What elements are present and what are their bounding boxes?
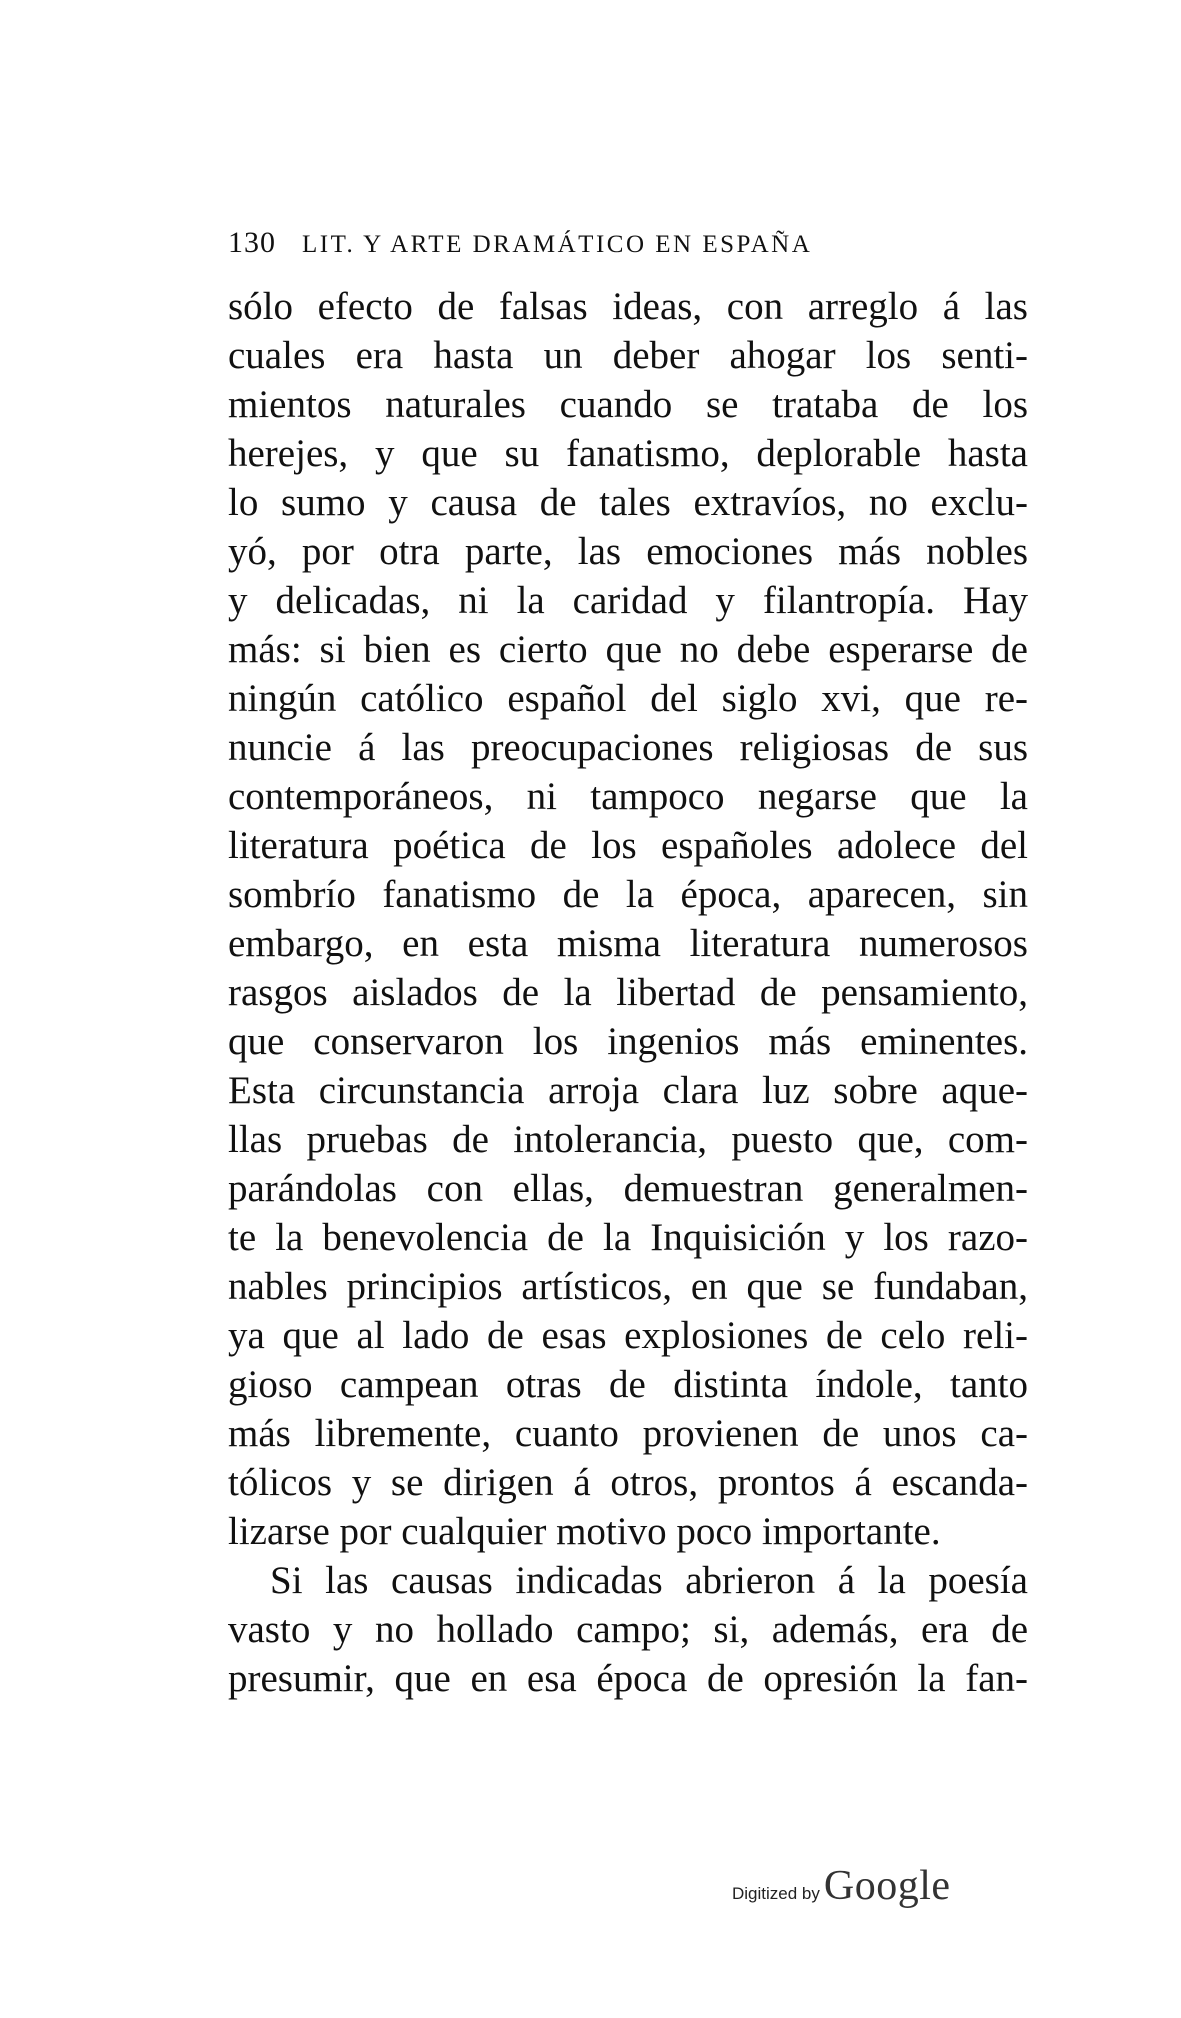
text-line: literatura poética de los españoles adolece del — [228, 824, 1028, 867]
text-line: te la benevolencia de la Inquisición y los razo- — [228, 1216, 1028, 1259]
text-line: más: si bien es cierto que no debe esperarse de — [228, 628, 1028, 671]
running-head — [228, 226, 1028, 262]
text-line: tólicos y se dirigen á otros, prontos á escanda- — [228, 1461, 1028, 1504]
digitized-by-google-watermark — [732, 1862, 951, 1922]
text-line: y delicadas, ni la caridad y filantropía. Hay — [228, 579, 1028, 622]
text-line: sólo efecto de falsas ideas, con arreglo á las — [228, 285, 1028, 328]
text-line: embargo, en esta misma literatura numerosos — [228, 922, 1028, 965]
paragraph-1 — [228, 282, 1028, 1556]
text-line: ya que al lado de esas explosiones de celo reli- — [228, 1314, 1028, 1357]
text-line: más libremente, cuanto provienen de unos ca- — [228, 1412, 1028, 1455]
text-line: ningún católico español del siglo xvi, que re- — [228, 677, 1028, 720]
paragraph-2 — [228, 1556, 1028, 1703]
text-line: lo sumo y causa de tales extravíos, no exclu- — [228, 481, 1028, 524]
text-line: Esta circunstancia arroja clara luz sobre aque- — [228, 1069, 1028, 1112]
text-line: rasgos aislados de la libertad de pensamiento, — [228, 971, 1028, 1014]
text-line: mientos naturales cuando se trataba de los — [228, 383, 1028, 426]
text-line: presumir, que en esa época de opresión la fan- — [228, 1657, 1028, 1700]
page-number: 130 — [228, 226, 276, 259]
text-line: que conservaron los ingenios más eminentes. — [228, 1020, 1028, 1063]
text-line: gioso campean otras de distinta índole, tanto — [228, 1363, 1028, 1406]
text-line: sombrío fanatismo de la época, aparecen, sin — [228, 873, 1028, 916]
digitized-label: Digitized by — [732, 1884, 820, 1903]
text-line: llas pruebas de intolerancia, puesto que, com- — [228, 1118, 1028, 1161]
text-line: lizarse por cualquier motivo poco importante. — [228, 1510, 941, 1553]
text-line: herejes, y que su fanatismo, deplorable hasta — [228, 432, 1028, 475]
text-line: yó, por otra parte, las emociones más nobles — [228, 530, 1028, 573]
text-line: cuales era hasta un deber ahogar los senti- — [228, 334, 1028, 377]
google-logo: Google — [823, 1863, 951, 1909]
text-line: vasto y no hollado campo; si, además, era de — [228, 1608, 1028, 1651]
text-line: nables principios artísticos, en que se fundaban, — [228, 1265, 1028, 1308]
text-line: Si las causas indicadas abrieron á la poesía — [270, 1559, 1028, 1602]
text-line: nuncie á las preocupaciones religiosas de sus — [228, 726, 1028, 769]
body-text — [228, 282, 1028, 1703]
running-title: LIT. Y ARTE DRAMÁTICO EN ESPAÑA — [302, 231, 813, 258]
text-line: parándolas con ellas, demuestran generalmen- — [228, 1167, 1028, 1210]
text-line: contemporáneos, ni tampoco negarse que la — [228, 775, 1028, 818]
